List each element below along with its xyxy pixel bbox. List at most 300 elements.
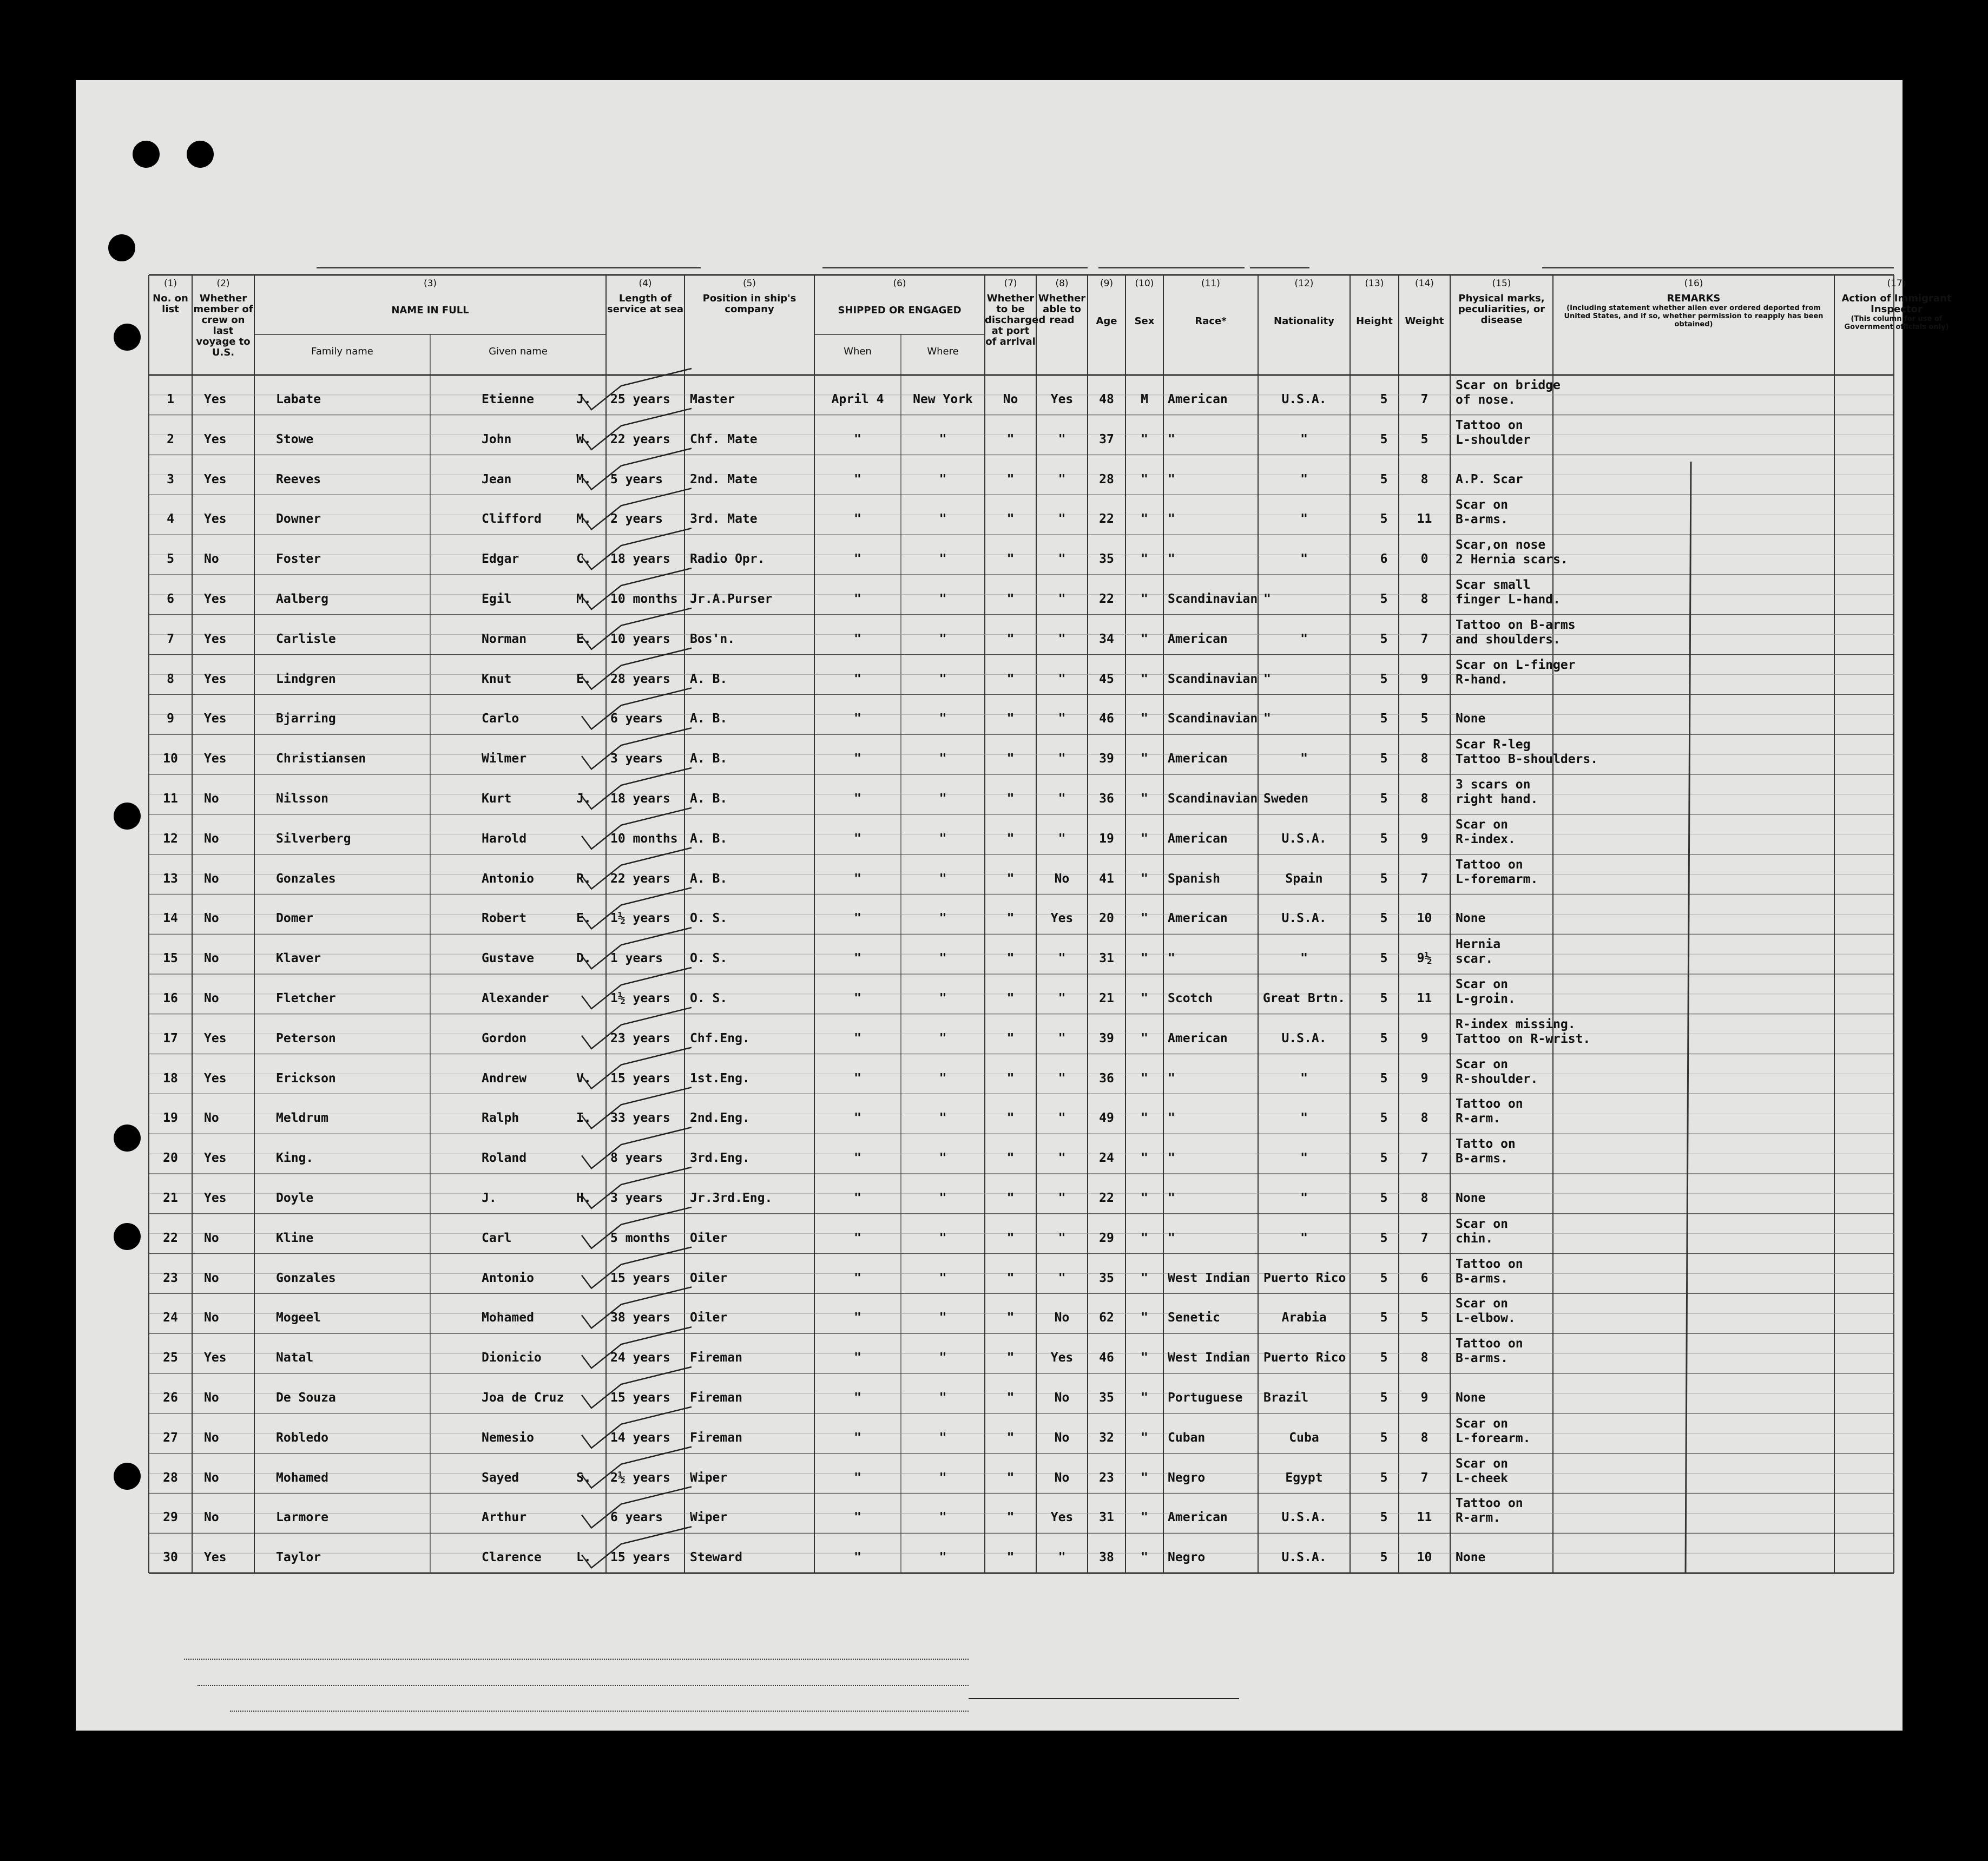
given-name-cell: Egil: [482, 591, 512, 606]
height-cell: 5: [1380, 1031, 1388, 1045]
position-cell: A. B.: [690, 791, 728, 806]
service-cell: 1½ years: [610, 911, 670, 926]
physical-marks-cell: Scar on L-cheek: [1456, 1456, 1508, 1485]
weight-cell: 8: [1420, 1191, 1429, 1205]
row-number: 7: [167, 632, 174, 646]
weight-cell: 8: [1420, 1111, 1429, 1126]
column-number: (12): [1294, 278, 1314, 289]
shipped-where-cell: ": [939, 1271, 947, 1285]
position-cell: Wiper: [690, 1510, 728, 1525]
age-cell: 36: [1099, 791, 1114, 806]
race-cell: ": [1168, 552, 1175, 567]
discharged-cell: ": [1006, 1271, 1015, 1285]
physical-marks-cell: Scar on chin.: [1456, 1216, 1508, 1246]
physical-marks-cell: None: [1456, 911, 1486, 926]
nationality-cell: Cuba: [1289, 1430, 1319, 1445]
weight-cell: 11: [1417, 991, 1432, 1005]
race-cell: ": [1168, 1231, 1175, 1245]
initial-cell: D.: [576, 951, 591, 966]
position-cell: 1st.Eng.: [690, 1071, 750, 1086]
physical-marks-cell: 3 scars on right hand.: [1456, 778, 1538, 806]
discharged-cell: ": [1006, 1470, 1015, 1485]
weight-cell: 0: [1420, 552, 1429, 567]
race-cell: Scotch: [1168, 991, 1213, 1005]
shipped-where-cell: ": [939, 911, 947, 926]
remarks-note: (Including statement whether alien ever ordered deported from United States, and if so, whether permission to reapply has been obtained): [1564, 304, 1824, 328]
age-cell: 35: [1099, 1271, 1114, 1285]
shipped-when-cell: ": [854, 1231, 861, 1245]
action-note: (This column for use of Government officials only): [1844, 315, 1949, 331]
column-title: Position in ship's company: [702, 293, 796, 315]
last-voyage-cell: Yes: [204, 1351, 227, 1365]
family-name-cell: Carlisle: [276, 632, 336, 646]
family-name-cell: Gonzales: [276, 871, 336, 886]
row-number: 22: [163, 1231, 178, 1245]
position-cell: Master: [690, 392, 735, 406]
position-cell: Oiler: [690, 1231, 728, 1245]
height-cell: 5: [1380, 991, 1388, 1005]
punch-hole: [114, 324, 141, 351]
nationality-cell: ": [1300, 472, 1308, 486]
column-header-10: [1125, 278, 1163, 327]
shipped-when-cell: ": [854, 1071, 861, 1086]
family-name-cell: Domer: [276, 911, 314, 926]
given-name-cell: Edgar: [482, 552, 519, 567]
shipped-where-cell: ": [939, 472, 947, 486]
row-number: 28: [163, 1470, 178, 1485]
row-number: 25: [163, 1351, 178, 1365]
column-title: Nationality: [1274, 315, 1334, 327]
column-title: NAME IN FULL: [391, 305, 469, 316]
shipped-when-cell: ": [854, 1470, 861, 1485]
race-cell: ": [1168, 1191, 1175, 1205]
family-name-cell: Labate: [276, 392, 321, 406]
height-cell: 5: [1380, 632, 1388, 646]
weight-cell: 9: [1420, 1071, 1429, 1086]
able-to-read-cell: ": [1058, 1031, 1066, 1045]
family-name-cell: Klaver: [276, 951, 321, 966]
race-cell: Negro: [1168, 1470, 1206, 1485]
last-voyage-cell: Yes: [204, 712, 227, 726]
position-cell: A. B.: [690, 871, 728, 886]
given-name-cell: Knut: [482, 672, 512, 686]
last-voyage-cell: Yes: [204, 392, 227, 406]
family-name-cell: Larmore: [276, 1510, 328, 1525]
underline: [1098, 267, 1245, 268]
last-voyage-cell: No: [204, 1510, 219, 1525]
column-header-9: [1088, 278, 1125, 327]
discharged-cell: No: [1003, 392, 1018, 406]
column-header-5: [684, 278, 814, 315]
punch-hole: [133, 141, 160, 168]
shipped-where-cell: ": [939, 752, 947, 766]
given-name-cell: Gordon: [482, 1031, 527, 1045]
race-cell: American: [1168, 1031, 1228, 1045]
family-name-cell: Taylor: [276, 1550, 321, 1565]
row-number: 13: [163, 871, 178, 886]
inspector-rule: [969, 1698, 1239, 1699]
service-cell: 14 years: [610, 1430, 670, 1445]
physical-marks-cell: Scar small finger L-hand.: [1456, 578, 1561, 607]
column-header-1: [149, 278, 192, 315]
row-number: 24: [163, 1311, 178, 1325]
last-voyage-cell: Yes: [204, 432, 227, 446]
nationality-cell: U.S.A.: [1281, 1510, 1327, 1525]
weight-cell: 7: [1420, 632, 1429, 646]
last-voyage-cell: Yes: [204, 1191, 227, 1205]
able-to-read-cell: ": [1058, 472, 1066, 486]
age-cell: 24: [1099, 1151, 1114, 1166]
height-cell: 5: [1380, 911, 1388, 926]
shipped-where-cell: ": [939, 1031, 947, 1045]
shipped-when-cell: ": [854, 1191, 861, 1205]
shipped-when-cell: ": [854, 991, 861, 1005]
family-name-cell: Mogeel: [276, 1311, 321, 1325]
shipped-when-cell: ": [854, 1430, 861, 1445]
physical-marks-cell: Scar on R-index.: [1456, 817, 1516, 846]
last-voyage-cell: Yes: [204, 472, 227, 486]
given-name-cell: Carl: [482, 1231, 512, 1245]
able-to-read-cell: ": [1058, 1111, 1066, 1126]
able-to-read-cell: ": [1058, 951, 1066, 966]
family-name-cell: Aalberg: [276, 591, 328, 606]
service-cell: 18 years: [610, 791, 670, 806]
discharged-cell: ": [1006, 831, 1015, 846]
nationality-cell: Puerto Rico: [1263, 1351, 1346, 1365]
shipped-where-cell: ": [939, 591, 947, 606]
able-to-read-cell: No: [1054, 1390, 1070, 1405]
column-header-14: [1399, 278, 1450, 327]
last-voyage-cell: Yes: [204, 672, 227, 686]
row-number: 6: [167, 591, 174, 606]
row-number: 18: [163, 1071, 178, 1086]
shipped-when-cell: ": [854, 791, 861, 806]
discharged-cell: ": [1006, 1510, 1015, 1525]
discharged-cell: ": [1006, 1231, 1015, 1245]
weight-cell: 10: [1417, 911, 1432, 926]
able-to-read-cell: ": [1058, 712, 1066, 726]
family-name-cell: Robledo: [276, 1430, 328, 1445]
physical-marks-cell: Scar on L-groin.: [1456, 977, 1516, 1006]
discharged-cell: ": [1006, 432, 1015, 446]
column-number: (3): [423, 278, 437, 289]
punch-hole: [114, 1463, 141, 1490]
discharged-cell: ": [1006, 911, 1015, 926]
race-cell: Cuban: [1168, 1430, 1206, 1445]
column-number: (1): [163, 278, 177, 289]
age-cell: 46: [1099, 1351, 1114, 1365]
nationality-cell: ": [1300, 552, 1308, 567]
sex-cell: ": [1141, 632, 1148, 646]
footer-rule: [198, 1685, 969, 1686]
position-cell: A. B.: [690, 752, 728, 766]
given-name-cell: Alexander: [482, 991, 549, 1005]
column-number: (2): [216, 278, 230, 289]
height-cell: 5: [1380, 432, 1388, 446]
column-number: (7): [1004, 278, 1017, 289]
race-cell: Negro: [1168, 1550, 1206, 1565]
able-to-read-cell: Yes: [1050, 1351, 1074, 1365]
position-cell: Chf.Eng.: [690, 1031, 750, 1045]
initial-cell: C.: [576, 552, 591, 567]
initial-cell: E.: [576, 911, 591, 926]
nationality-cell: ": [1263, 712, 1271, 726]
family-name-cell: Christiansen: [276, 752, 366, 766]
column-title: Weight: [1405, 315, 1444, 327]
height-cell: 5: [1380, 1071, 1388, 1086]
column-number: (16): [1684, 278, 1703, 289]
able-to-read-cell: No: [1054, 871, 1070, 886]
position-cell: O. S.: [690, 991, 728, 1005]
handwritten-bracket-line: [1686, 462, 1691, 1574]
column-header-2: [192, 278, 254, 358]
physical-marks-cell: None: [1456, 1550, 1486, 1565]
nationality-cell: ": [1300, 512, 1308, 527]
shipped-when-cell: ": [854, 632, 861, 646]
age-cell: 46: [1099, 712, 1114, 726]
sex-cell: ": [1141, 472, 1148, 486]
nationality-cell: Great Brtn.: [1262, 991, 1346, 1005]
last-voyage-cell: No: [204, 552, 219, 567]
age-cell: 62: [1099, 1311, 1114, 1325]
physical-marks-cell: Tattoo on B-arms.: [1456, 1257, 1523, 1286]
sex-cell: ": [1141, 432, 1148, 446]
height-cell: 5: [1380, 752, 1388, 766]
age-cell: 35: [1099, 552, 1114, 567]
row-number: 12: [163, 831, 178, 846]
physical-marks-cell: Scar on bridge of nose.: [1456, 378, 1561, 407]
underline: [1542, 267, 1894, 268]
initial-cell: I.: [576, 1111, 591, 1126]
age-cell: 39: [1099, 1031, 1114, 1045]
punch-hole: [114, 1125, 141, 1152]
discharged-cell: ": [1006, 871, 1015, 886]
last-voyage-cell: No: [204, 951, 219, 966]
last-voyage-cell: Yes: [204, 1550, 227, 1565]
family-name-cell: Erickson: [276, 1071, 336, 1086]
position-cell: Bos'n.: [690, 632, 735, 646]
weight-cell: 9: [1420, 1031, 1429, 1045]
punch-hole: [187, 141, 214, 168]
height-cell: 5: [1380, 1191, 1388, 1205]
last-voyage-cell: Yes: [204, 632, 227, 646]
given-name-cell: Jean: [482, 472, 512, 486]
nationality-cell: ": [1263, 591, 1271, 606]
nationality-cell: U.S.A.: [1281, 392, 1327, 406]
family-name-cell: Reeves: [276, 472, 321, 486]
shipped-where-cell: ": [939, 1191, 947, 1205]
column-header-11: [1163, 278, 1258, 327]
sex-cell: ": [1141, 831, 1148, 846]
height-cell: 5: [1380, 712, 1388, 726]
column-header-7: [985, 278, 1046, 347]
given-name-cell: Harold: [482, 831, 527, 846]
underline: [317, 267, 701, 268]
given-name-cell: Antonio: [482, 871, 534, 886]
last-voyage-cell: No: [204, 1271, 219, 1285]
able-to-read-cell: ": [1058, 672, 1066, 686]
shipped-when-cell: ": [854, 712, 861, 726]
weight-cell: 7: [1420, 871, 1429, 886]
family-name-cell: King.: [276, 1151, 314, 1166]
nationality-cell: ": [1300, 1151, 1308, 1166]
sex-cell: ": [1141, 1430, 1148, 1445]
position-cell: Fireman: [690, 1390, 742, 1405]
height-cell: 5: [1380, 831, 1388, 846]
position-cell: Jr.A.Purser: [690, 591, 773, 606]
shipped-where-cell: ": [939, 1071, 947, 1086]
column-number: (15): [1492, 278, 1511, 289]
weight-cell: 8: [1420, 472, 1429, 486]
vessel-line: [168, 237, 1894, 275]
position-cell: Oiler: [690, 1311, 728, 1325]
column-title: Whether member of crew on last voyage to U.S.: [193, 293, 253, 358]
able-to-read-cell: ": [1058, 752, 1066, 766]
service-cell: 23 years: [610, 1031, 670, 1045]
position-cell: Steward: [690, 1550, 742, 1565]
age-cell: 22: [1099, 1191, 1114, 1205]
discharged-cell: ": [1006, 1390, 1015, 1405]
physical-marks-cell: None: [1456, 712, 1486, 726]
race-cell: ": [1168, 512, 1175, 527]
given-name-cell: Norman: [482, 632, 527, 646]
punch-hole: [114, 1223, 141, 1250]
given-name-cell: Nemesio: [482, 1430, 534, 1445]
initial-cell: J.: [576, 791, 591, 806]
last-voyage-cell: Yes: [204, 752, 227, 766]
shipped-where-cell: ": [939, 1430, 947, 1445]
position-cell: 2nd. Mate: [690, 472, 758, 486]
sex-cell: ": [1141, 871, 1148, 886]
initial-cell: M.: [576, 472, 591, 486]
physical-marks-cell: A.P. Scar: [1456, 472, 1523, 486]
nationality-cell: ": [1300, 1071, 1308, 1086]
age-cell: 35: [1099, 1390, 1114, 1405]
service-cell: 28 years: [610, 672, 670, 686]
row-number: 30: [163, 1550, 178, 1565]
last-voyage-cell: No: [204, 1231, 219, 1245]
column-number: (8): [1055, 278, 1069, 289]
column-title: SHIPPED OR ENGAGED: [838, 305, 962, 316]
sex-cell: ": [1141, 1470, 1148, 1485]
shipped-where-cell: ": [939, 1231, 947, 1245]
column-title: Race*: [1195, 315, 1227, 327]
service-cell: 15 years: [610, 1271, 670, 1285]
service-cell: 22 years: [610, 871, 670, 886]
race-cell: Scandinavian: [1168, 672, 1258, 686]
column-title: Length of service at sea: [607, 293, 683, 315]
shipped-when-cell: ": [854, 911, 861, 926]
able-to-read-cell: ": [1058, 432, 1066, 446]
able-to-read-cell: ": [1058, 591, 1066, 606]
last-voyage-cell: No: [204, 991, 219, 1005]
last-voyage-cell: Yes: [204, 1031, 227, 1045]
sheet-number: [1694, 110, 1700, 128]
shipped-where-cell: ": [939, 1470, 947, 1485]
shipped-where-cell: ": [939, 831, 947, 846]
weight-cell: 6: [1420, 1271, 1429, 1285]
discharged-cell: ": [1006, 991, 1015, 1005]
shipped-when-cell: ": [854, 1550, 861, 1565]
age-cell: 19: [1099, 831, 1114, 846]
race-cell: American: [1168, 911, 1228, 926]
height-cell: 5: [1380, 1430, 1388, 1445]
age-cell: 38: [1099, 1550, 1114, 1565]
column-header-12: [1258, 278, 1350, 327]
physical-marks-cell: Tattoo on B-arms.: [1456, 1337, 1523, 1366]
sex-cell: ": [1141, 1271, 1148, 1285]
height-cell: 5: [1380, 871, 1388, 886]
column-header-13: [1350, 278, 1399, 327]
discharged-cell: ": [1006, 512, 1015, 527]
column-header-17: [1834, 278, 1959, 331]
able-to-read-cell: Yes: [1050, 1510, 1074, 1525]
initial-cell: M.: [576, 591, 591, 606]
age-cell: 31: [1099, 1510, 1114, 1525]
nationality-cell: Sweden: [1263, 791, 1309, 806]
nationality-cell: ": [1300, 432, 1308, 446]
age-cell: 49: [1099, 1111, 1114, 1126]
initial-cell: M.: [576, 512, 591, 527]
discharged-cell: ": [1006, 1191, 1015, 1205]
sex-cell: ": [1141, 1191, 1148, 1205]
age-cell: 48: [1099, 392, 1114, 406]
service-cell: 1½ years: [610, 991, 670, 1005]
service-cell: 33 years: [610, 1111, 670, 1126]
row-number: 8: [167, 672, 174, 686]
age-cell: 39: [1099, 752, 1114, 766]
service-cell: 25 years: [610, 392, 670, 406]
family-name-cell: Natal: [276, 1351, 314, 1365]
position-cell: O. S.: [690, 911, 728, 926]
service-cell: 24 years: [610, 1351, 670, 1365]
column-header-6: [814, 278, 985, 316]
shipped-when-cell: ": [854, 1351, 861, 1365]
nationality-cell: U.S.A.: [1281, 911, 1327, 926]
race-cell: Portuguese: [1168, 1390, 1243, 1405]
service-cell: 8 years: [610, 1151, 663, 1166]
physical-marks-cell: Tattoo on R-arm.: [1456, 1097, 1523, 1126]
height-cell: 5: [1380, 1510, 1388, 1525]
physical-marks-cell: Tatto on B-arms.: [1456, 1137, 1516, 1166]
age-cell: 20: [1099, 911, 1114, 926]
nationality-cell: Arabia: [1281, 1311, 1327, 1325]
physical-marks-cell: Scar on L-elbow.: [1456, 1297, 1516, 1326]
service-cell: 6 years: [610, 712, 663, 726]
manifest-sheet: [76, 80, 1952, 1731]
nationality-cell: ": [1300, 1191, 1308, 1205]
physical-marks-cell: Scar on R-shoulder.: [1456, 1057, 1538, 1086]
shipped-where-cell: ": [939, 712, 947, 726]
race-cell: American: [1168, 831, 1228, 846]
shipped-where-cell: ": [939, 552, 947, 567]
able-to-read-cell: ": [1058, 552, 1066, 567]
service-cell: 6 years: [610, 1510, 663, 1525]
row-number: 14: [163, 911, 178, 926]
position-cell: 2nd.Eng.: [690, 1111, 750, 1126]
family-name-cell: Fletcher: [276, 991, 336, 1005]
family-name-cell: Mohamed: [276, 1470, 328, 1485]
subheader-given-name: Given name: [489, 346, 548, 357]
sex-cell: ": [1141, 752, 1148, 766]
punch-hole: [108, 234, 135, 261]
family-name-cell: Kline: [276, 1231, 314, 1245]
given-name-cell: Ralph: [482, 1111, 519, 1126]
column-number: (14): [1415, 278, 1434, 289]
able-to-read-cell: ": [1058, 1191, 1066, 1205]
shipped-when-cell: ": [854, 1390, 861, 1405]
discharged-cell: ": [1006, 1351, 1015, 1365]
